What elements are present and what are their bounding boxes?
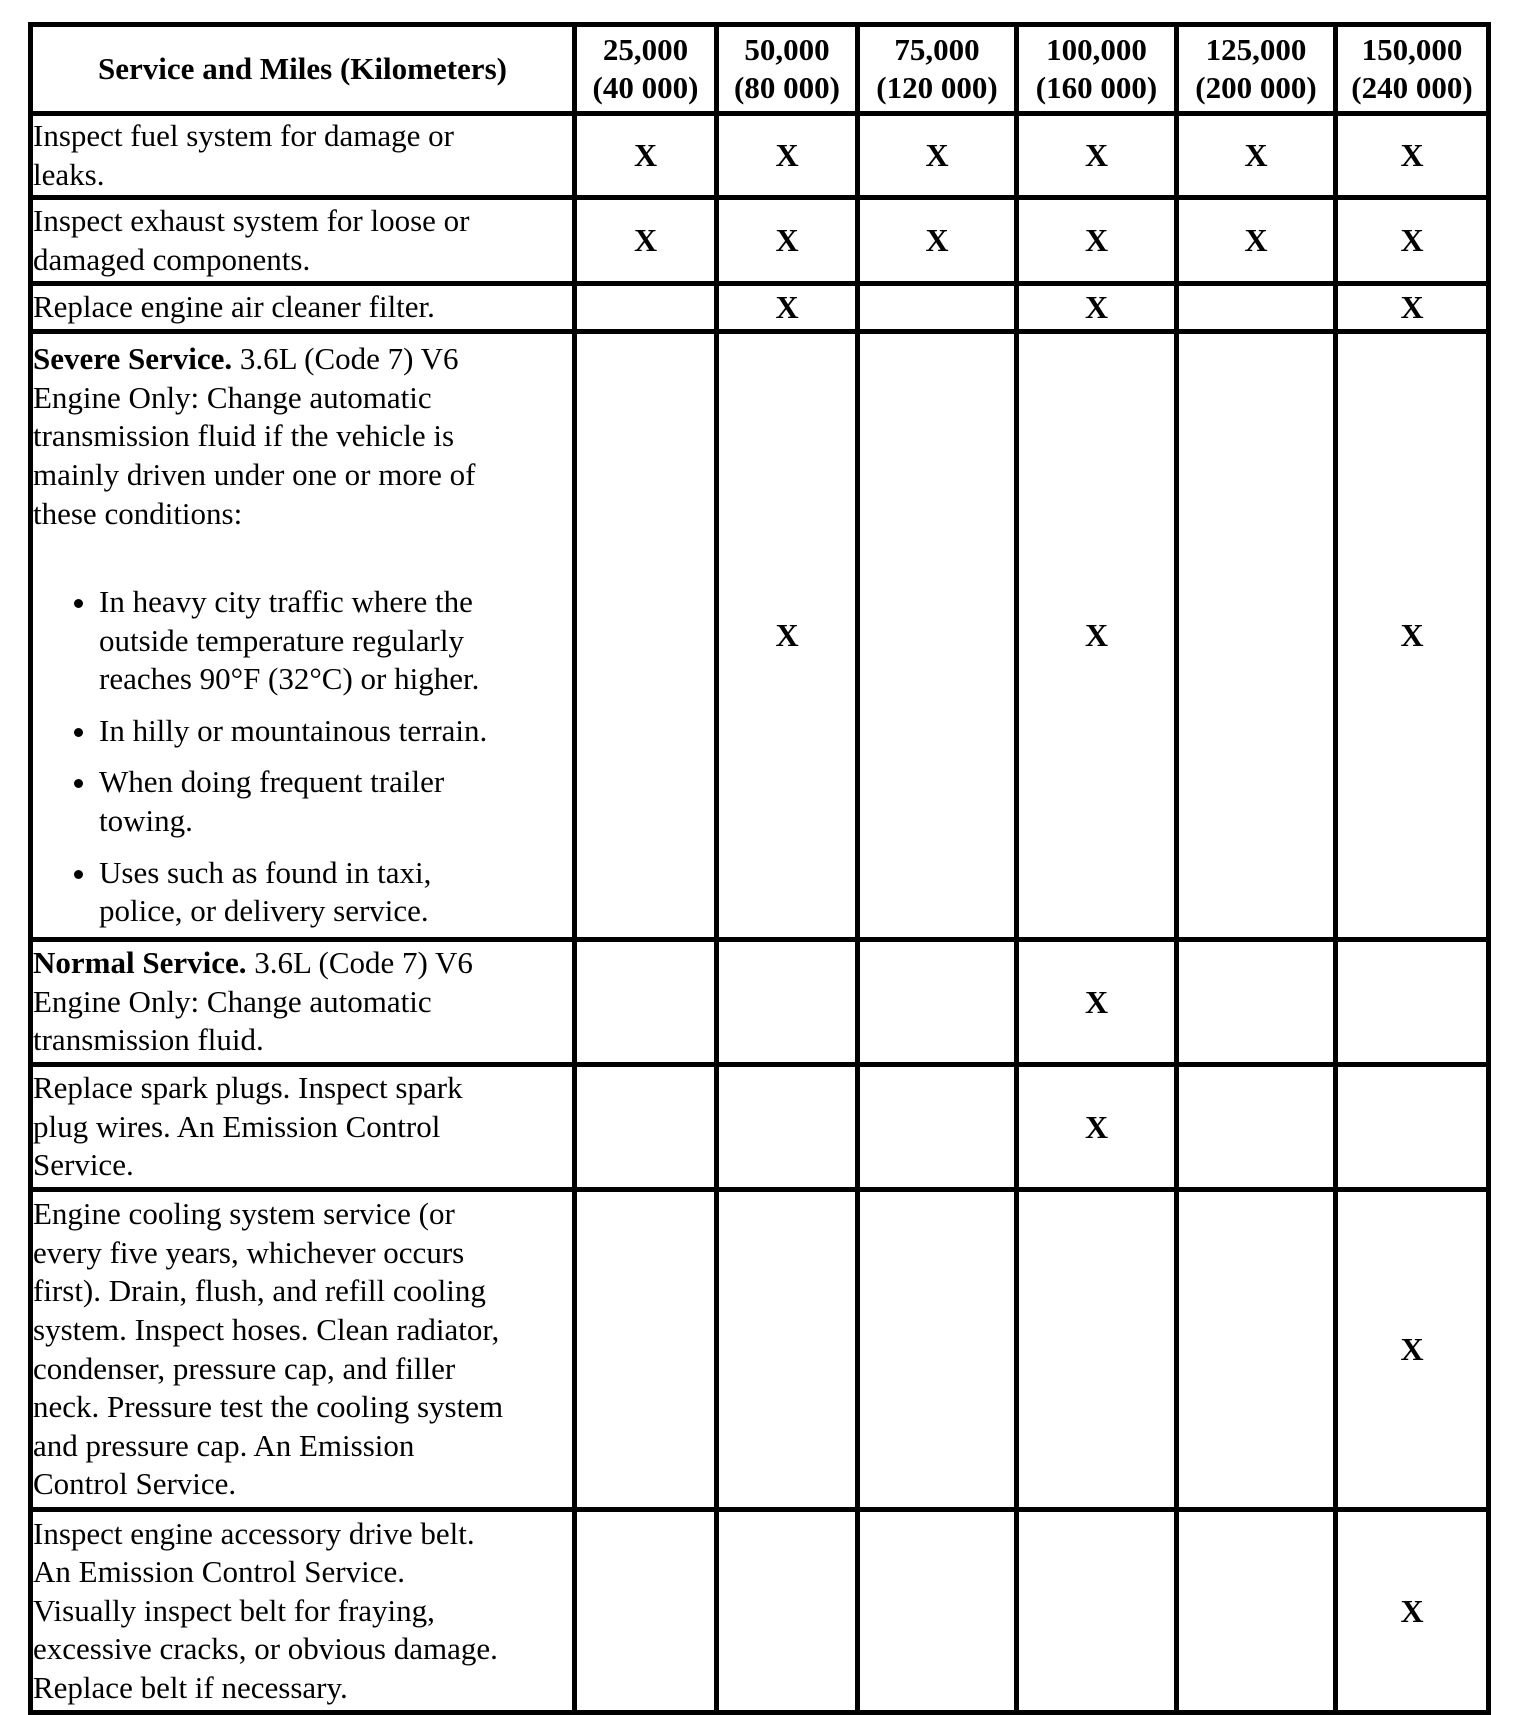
interval-mark: [1336, 1065, 1489, 1190]
interval-mark: [717, 1190, 858, 1510]
interval-header: [1336, 25, 1489, 114]
interval-miles: 50,000: [744, 32, 830, 67]
list-item: [99, 763, 572, 840]
description-line: first). Drain, flush, and refill cooling: [33, 1273, 486, 1309]
interval-mark: X: [1017, 198, 1177, 284]
interval-km: (160 000): [1035, 70, 1158, 105]
interval-mark: [575, 1065, 717, 1190]
interval-km: (120 000): [876, 70, 998, 105]
interval-mark: [1017, 1190, 1177, 1510]
interval-mark: X: [1336, 332, 1489, 940]
interval-mark: X: [1177, 114, 1336, 198]
interval-mark: X: [1177, 198, 1336, 284]
interval-mark: [575, 940, 717, 1065]
interval-miles: 150,000: [1361, 32, 1463, 67]
service-description: [31, 284, 575, 332]
description-line: condenser, pressure cap, and filler: [33, 1350, 456, 1386]
description-line: Visually inspect belt for fraying,: [33, 1592, 435, 1628]
list-item: [99, 854, 572, 931]
description-line: Inspect fuel system for damage or: [33, 117, 454, 153]
description-line: mainly driven under one or more of: [33, 456, 476, 492]
interval-mark: [858, 1190, 1017, 1510]
interval-mark: X: [1336, 198, 1489, 284]
interval-mark: [858, 1510, 1017, 1713]
interval-mark: X: [1336, 1190, 1489, 1510]
interval-mark: X: [717, 114, 858, 198]
bullet-line: police, or delivery service.: [99, 893, 429, 929]
table-row: [31, 332, 1489, 940]
interval-mark: X: [717, 332, 858, 940]
table-row: [31, 1190, 1489, 1510]
table-row: [31, 284, 1489, 332]
interval-mark: [858, 940, 1017, 1065]
interval-mark: [1177, 1190, 1336, 1510]
interval-header: [575, 25, 717, 114]
bullet-line: • In hilly or mountainous terrain.: [99, 712, 488, 748]
interval-mark: [858, 284, 1017, 332]
description-line: Engine Only: Change automatic: [33, 379, 432, 415]
interval-mark: [1336, 940, 1489, 1065]
description-line: every five years, whichever occurs: [33, 1234, 465, 1270]
interval-km: (240 000): [1351, 70, 1473, 105]
interval-miles: 25,000: [602, 32, 689, 67]
table-row: [31, 940, 1489, 1065]
description-line: leaks.: [33, 156, 105, 192]
description-line: [33, 340, 572, 379]
interval-mark: [717, 1510, 858, 1713]
bullet-line: towing.: [99, 803, 193, 839]
bullet-line: outside temperature regularly: [99, 622, 464, 658]
interval-mark: [1177, 284, 1336, 332]
interval-header: [858, 25, 1017, 114]
bullet-line: • When doing frequent trailer: [99, 764, 445, 800]
list-item: [99, 712, 572, 751]
interval-mark: X: [717, 198, 858, 284]
interval-mark: X: [575, 114, 717, 198]
service-description: [31, 198, 575, 284]
interval-mark: [1177, 1065, 1336, 1190]
table-row: [31, 1510, 1489, 1713]
description-line: plug wires. An Emission Control: [33, 1108, 441, 1144]
description-line: damaged components.: [33, 241, 311, 277]
service-description: [31, 1190, 575, 1510]
description-line: transmission fluid if the vehicle is: [33, 418, 455, 454]
service-description: [31, 332, 575, 940]
header-row: [31, 25, 1489, 114]
service-description: [31, 114, 575, 198]
service-column-header: Service and Miles (Kilometers): [31, 25, 575, 114]
list-item: [99, 583, 572, 699]
normal-service-label: Normal Service.: [33, 945, 247, 981]
description-line: [33, 944, 572, 983]
maintenance-schedule-table: [28, 22, 1491, 1715]
description-line: Service.: [33, 1147, 134, 1183]
interval-mark: X: [717, 284, 858, 332]
table-row: [31, 114, 1489, 198]
interval-mark: [1017, 1510, 1177, 1713]
description-line: Inspect exhaust system for loose or: [33, 202, 470, 238]
description-line: Replace spark plugs. Inspect spark: [33, 1070, 463, 1106]
interval-mark: [717, 1065, 858, 1190]
interval-km: (80 000): [734, 70, 840, 105]
interval-mark: X: [1017, 284, 1177, 332]
conditions-list: [33, 583, 572, 931]
description-line: An Emission Control Service.: [33, 1554, 405, 1590]
interval-mark: [575, 1190, 717, 1510]
description-line: transmission fluid.: [33, 1022, 264, 1058]
interval-mark: X: [858, 198, 1017, 284]
table-row: [31, 1065, 1489, 1190]
interval-mark: X: [1017, 332, 1177, 940]
interval-header: [1017, 25, 1177, 114]
interval-header: [717, 25, 858, 114]
interval-mark: [575, 284, 717, 332]
description-line: Inspect engine accessory drive belt.: [33, 1515, 475, 1551]
service-description: [31, 1510, 575, 1713]
description-line: system. Inspect hoses. Clean radiator,: [33, 1311, 500, 1347]
interval-miles: 100,000: [1046, 32, 1147, 67]
description-line: Engine cooling system service (or: [33, 1196, 455, 1232]
description-line: and pressure cap. An Emission: [33, 1427, 415, 1463]
description-text: 3.6L (Code 7) V6: [232, 341, 459, 377]
description-line: neck. Pressure test the cooling system: [33, 1389, 504, 1425]
description-line: these conditions:: [33, 495, 243, 531]
description-line: Replace engine air cleaner filter.: [33, 289, 435, 325]
description-line: Replace belt if necessary.: [33, 1669, 348, 1705]
description-line: excessive cracks, or obvious damage.: [33, 1631, 498, 1667]
interval-km: (40 000): [592, 70, 699, 105]
interval-mark: X: [575, 198, 717, 284]
interval-miles: 75,000: [894, 32, 980, 67]
interval-mark: X: [1336, 114, 1489, 198]
interval-mark: [717, 940, 858, 1065]
description-text: 3.6L (Code 7) V6: [246, 945, 473, 981]
interval-mark: [1177, 1510, 1336, 1713]
interval-mark: X: [858, 114, 1017, 198]
interval-mark: [1177, 332, 1336, 940]
description-line: Control Service.: [33, 1466, 237, 1502]
interval-mark: [575, 1510, 717, 1713]
interval-mark: [858, 1065, 1017, 1190]
bullet-line: • Uses such as found in taxi,: [99, 854, 432, 890]
interval-mark: [575, 332, 717, 940]
service-description: [31, 1065, 575, 1190]
bullet-line: reaches 90°F (32°C) or higher.: [99, 661, 480, 697]
interval-mark: X: [1017, 940, 1177, 1065]
interval-mark: X: [1017, 1065, 1177, 1190]
severe-service-label: Severe Service.: [33, 341, 233, 377]
bullet-line: • In heavy city traffic where the: [99, 584, 473, 620]
interval-miles: 125,000: [1205, 32, 1307, 67]
service-description: [31, 940, 575, 1065]
interval-mark: X: [1017, 114, 1177, 198]
interval-mark: X: [1336, 1510, 1489, 1713]
table-row: [31, 198, 1489, 284]
interval-mark: [1177, 940, 1336, 1065]
interval-mark: X: [1336, 284, 1489, 332]
interval-mark: [858, 332, 1017, 940]
description-line: Engine Only: Change automatic: [33, 983, 432, 1019]
interval-header: [1177, 25, 1336, 114]
interval-km: (200 000): [1195, 70, 1317, 105]
